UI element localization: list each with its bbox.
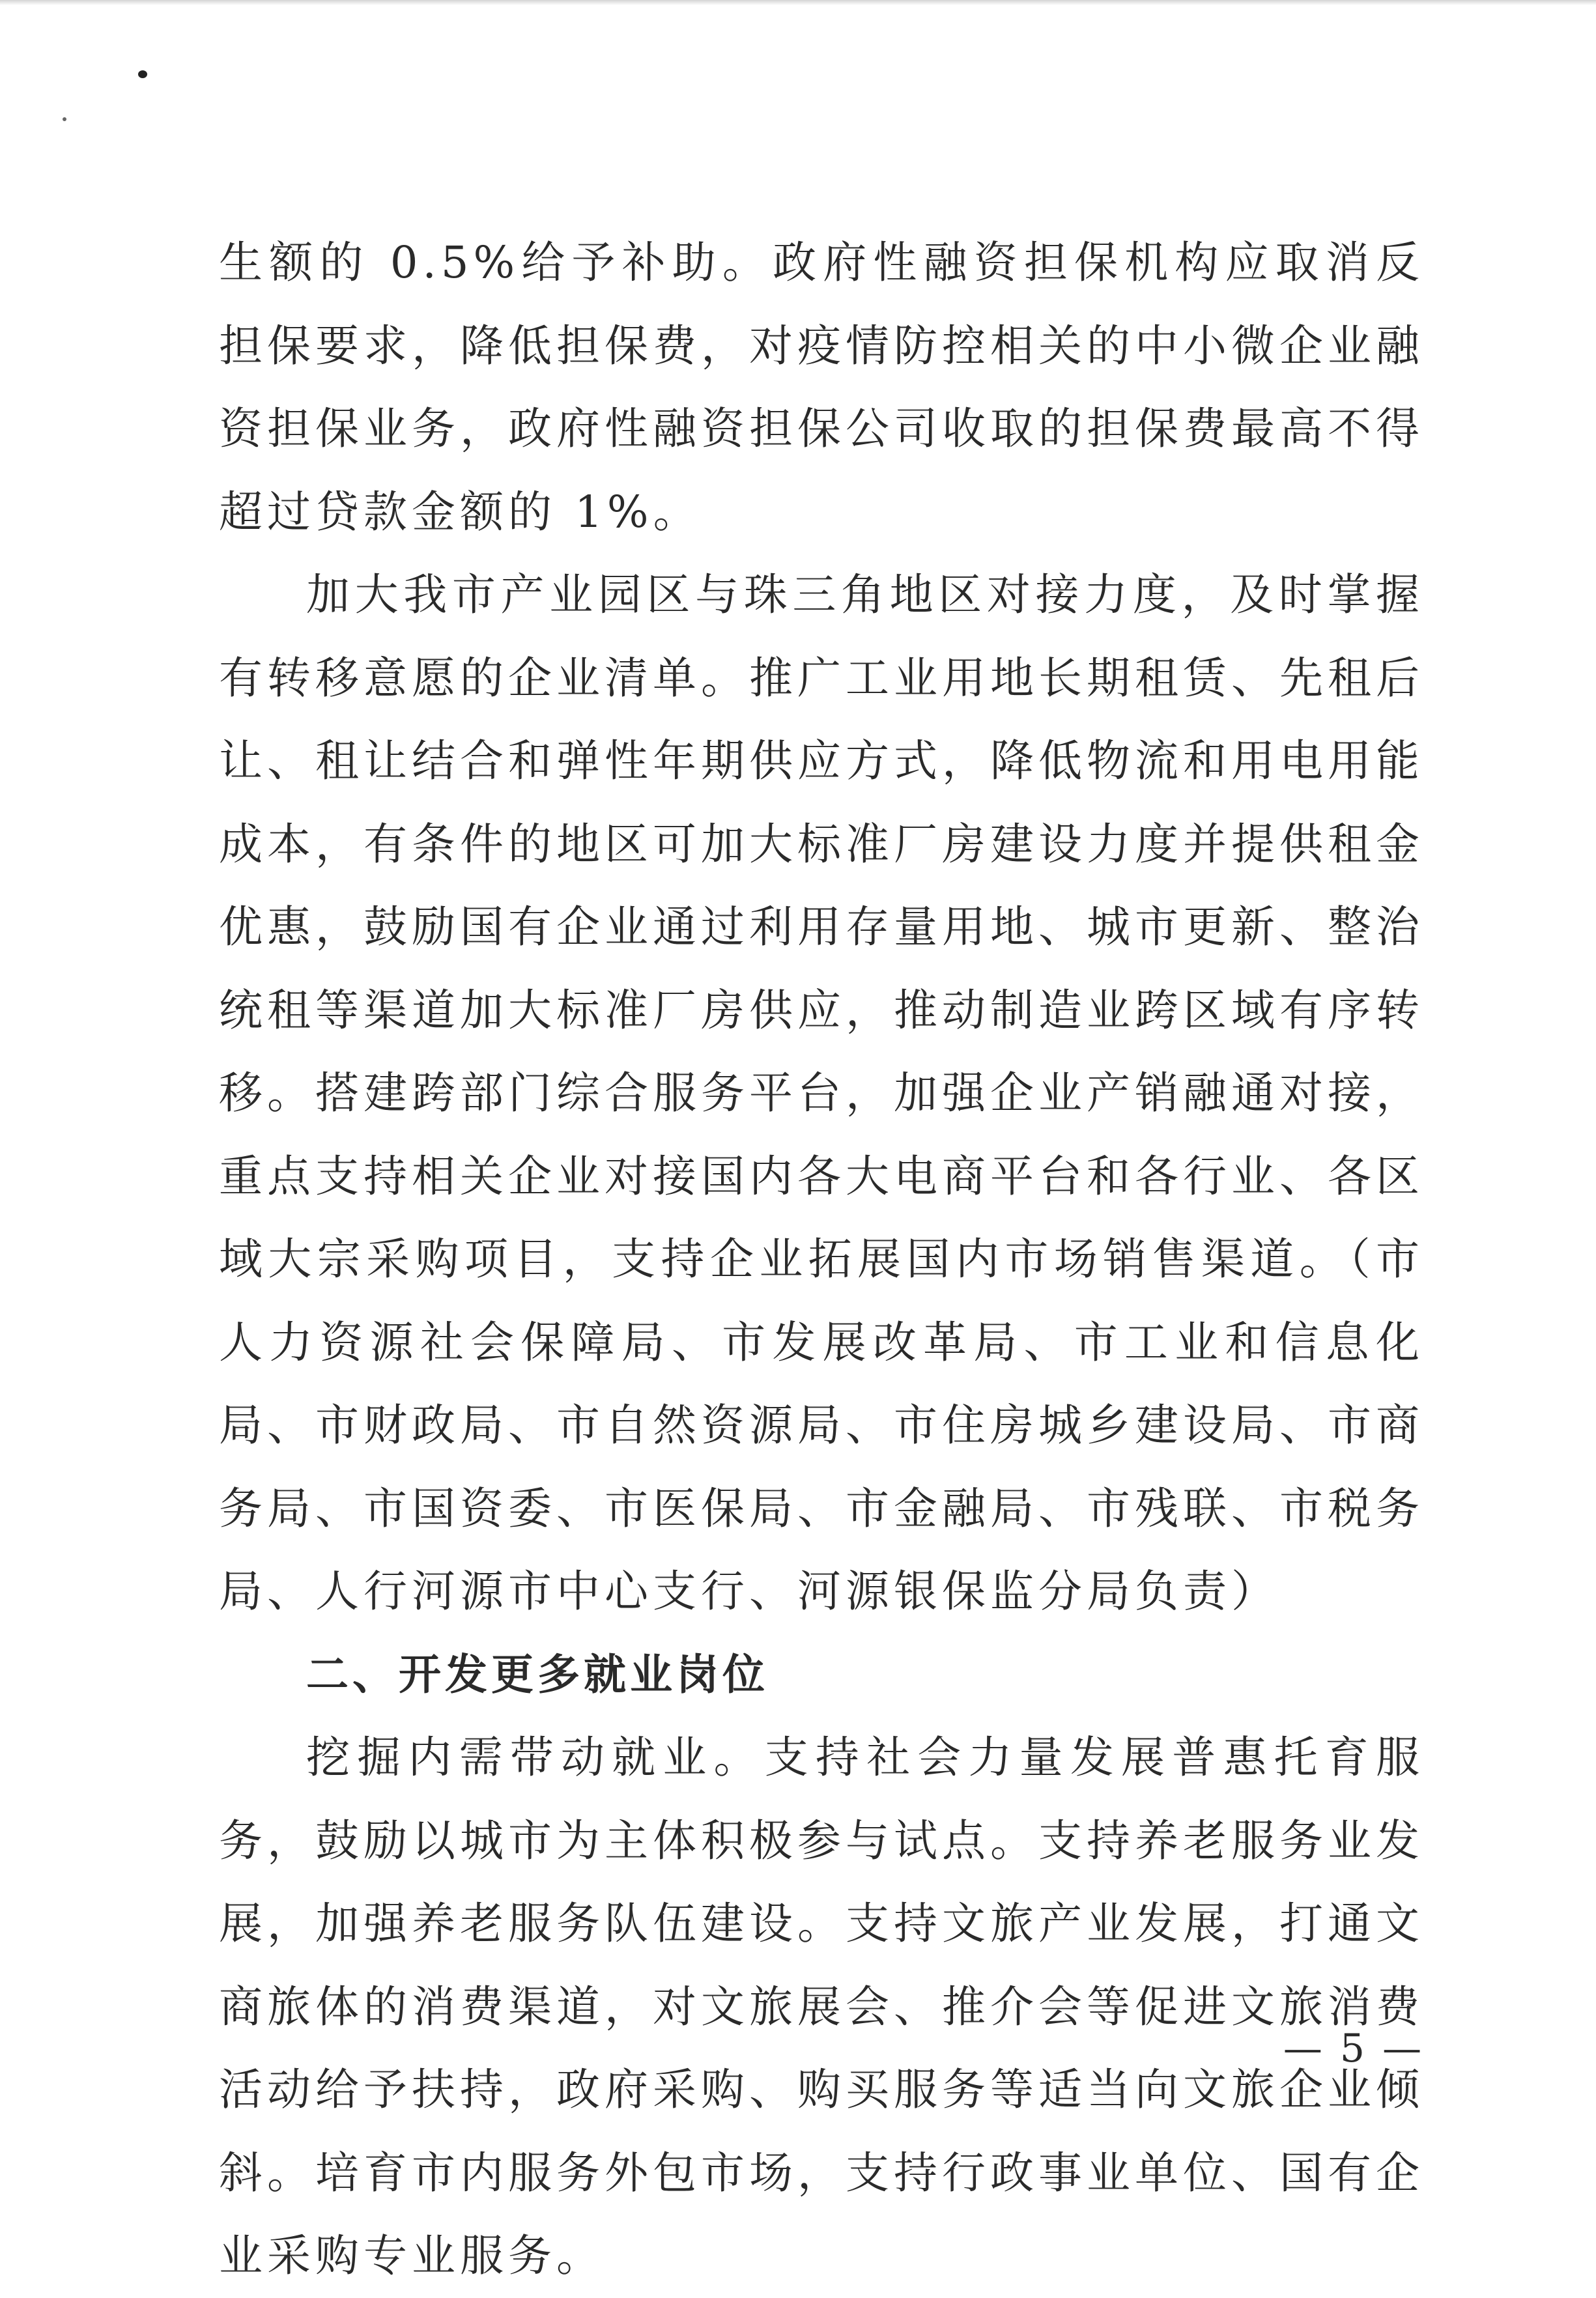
- page-number: — 5 —: [1283, 2026, 1425, 2071]
- scan-speck: [63, 117, 66, 121]
- scan-speck: [138, 70, 147, 78]
- scan-edge: [0, 0, 1596, 5]
- document-body: [219, 221, 1424, 2298]
- paragraph-domestic-demand: 挖掘内需带动就业。支持社会力量发展普惠托育服务，鼓励以城市为主体积极参与试点。支持养老服务业发展，加强养老服务队伍建设。支持文旅产业发展，打通文商旅体的消费渠道，对文旅展会、推介会等促进文旅消费活动给予扶持，政府采购、购买服务等适当向文旅企业倾斜。培育市内服务外包市场，支持行政事业单位、国有企业采购专业服务。: [219, 1732, 1424, 2281]
- section-heading: 二、开发更多就业岗位: [306, 1650, 769, 1699]
- paragraph-guarantee-subsidy: 生额的 0.5%给予补助。政府性融资担保机构应取消反担保要求，降低担保费，对疫情防控相关的中小微企业融资担保业务，政府性融资担保公司收取的担保费最高不得超过贷款金额的 1%。: [219, 237, 1424, 537]
- paragraph-industrial-park: 加大我市产业园区与珠三角地区对接力度，及时掌握有转移意愿的企业清单。推广工业用地长期租赁、先租后让、租让结合和弹性年期供应方式，降低物流和用电用能成本，有条件的地区可加大标准厂房建设力度并提供租金优惠，鼓励国有企业通过利用存量用地、城市更新、整治统租等渠道加大标准厂房供应，推动制造业跨区域有序转移。搭建跨部门综合服务平台，加强企业产销融通对接，重点支持相关企业对接国内各大电商平台和各行业、各区域大宗采购项目，支持企业拓展国内市场销售渠道。（市人力资源社会保障局、市发展改革局、市工业和信息化局、市财政局、市自然资源局、市住房城乡建设局、市商务局、市国资委、市医保局、市金融局、市残联、市税务局、人行河源市中心支行、河源银保监分局负责）: [219, 569, 1424, 1617]
